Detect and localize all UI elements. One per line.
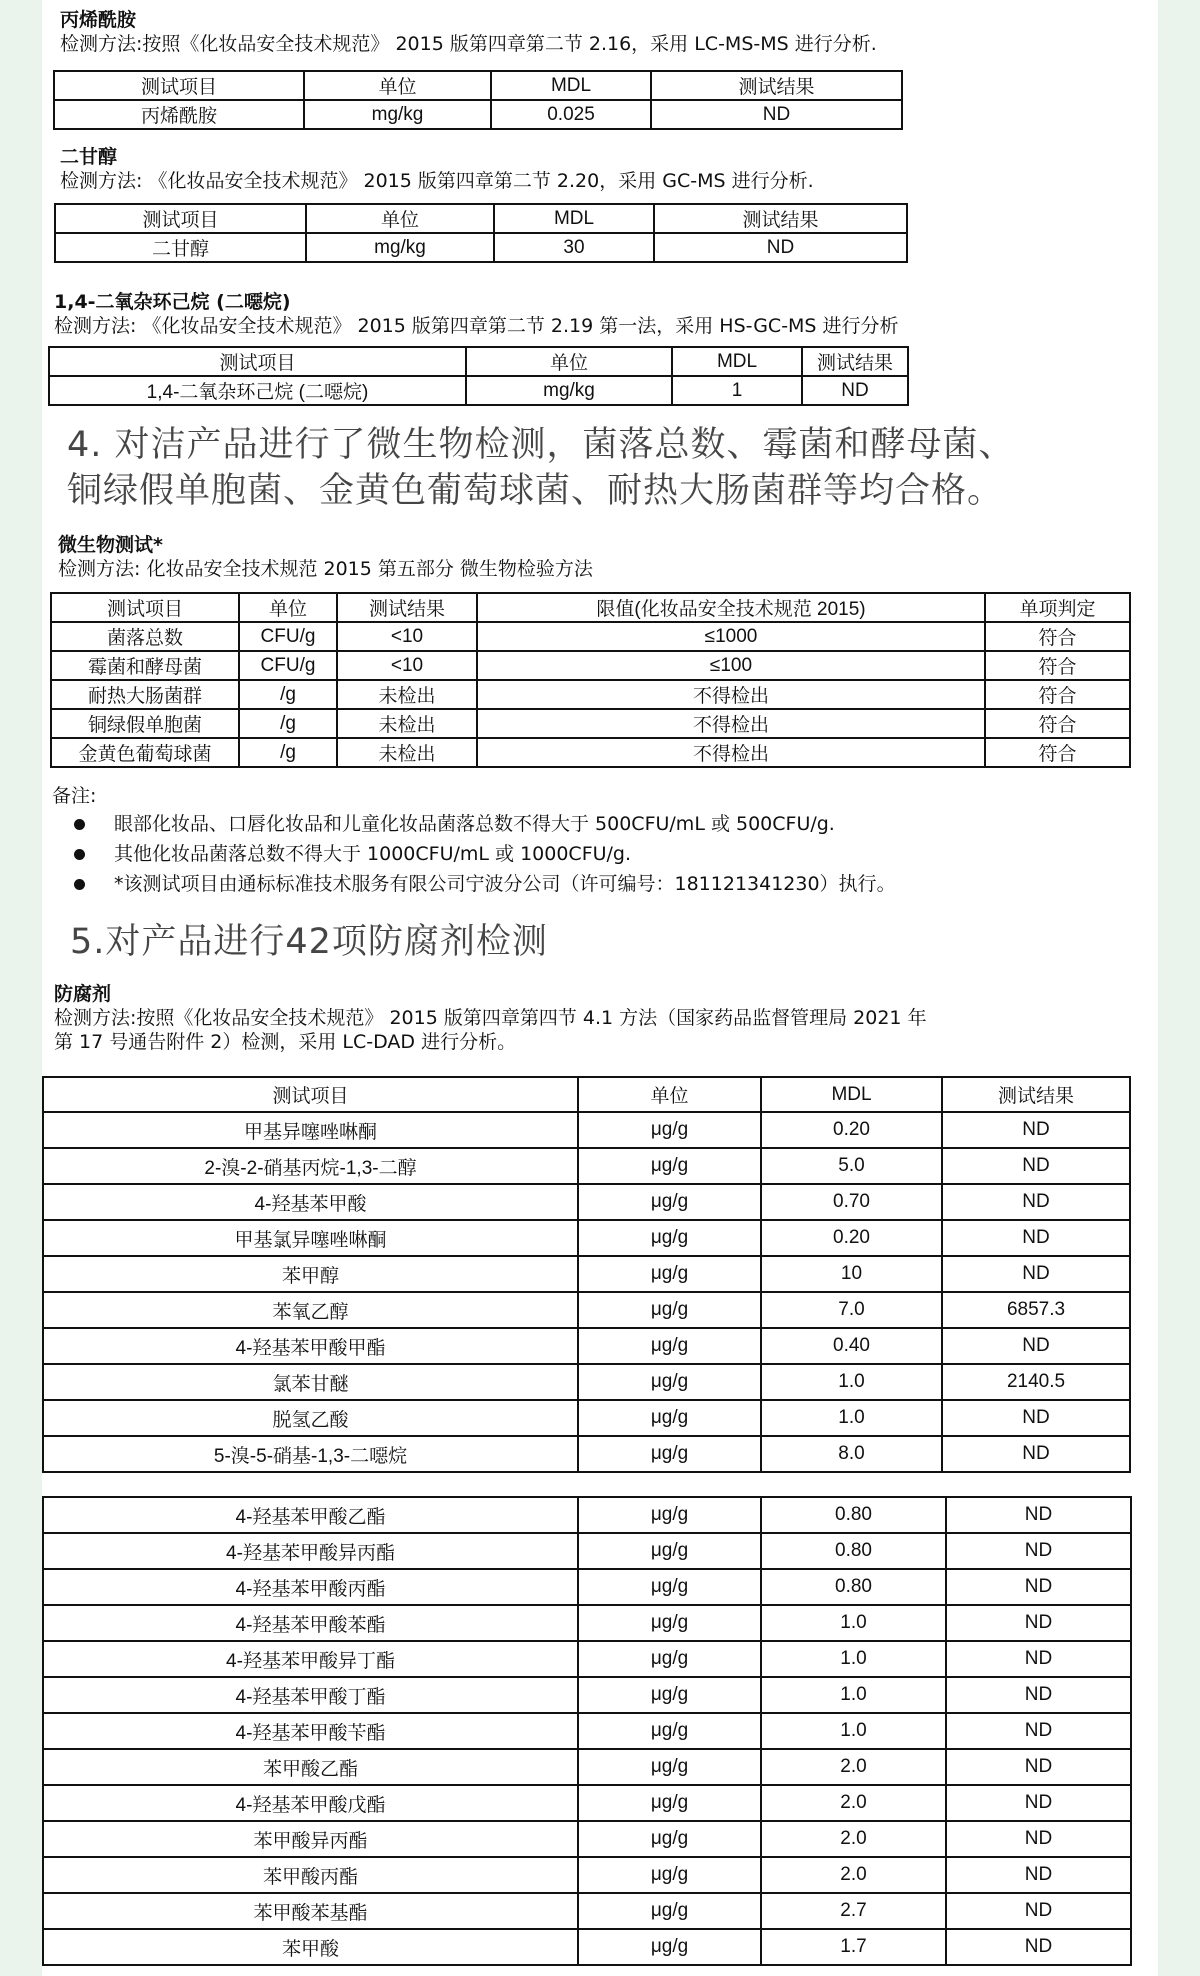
table-row [54,100,902,129]
cell-item: 金黄色葡萄球菌 [51,738,239,767]
table-row [55,233,907,262]
cell-unit: μg/g [578,1641,761,1677]
cell-unit: μg/g [578,1857,761,1893]
notes [52,783,1152,899]
table-header-row [51,593,1130,622]
table-row [43,1292,1130,1328]
acrylamide-table [53,70,903,130]
table-row [49,376,908,405]
cell-result: ND [942,1256,1130,1292]
section-acrylamide [42,8,1158,56]
cell-mdl: 0.70 [761,1184,942,1220]
cell-mdl: 5.0 [761,1148,942,1184]
cell-unit: μg/g [578,1364,761,1400]
cell-mdl: 2.0 [761,1821,946,1857]
table-row [43,1112,1130,1148]
preservatives-table-1 [42,1076,1131,1473]
cell-result: ND [946,1677,1131,1713]
cell-item: 4-羟基苯甲酸戊酯 [43,1785,578,1821]
cell-item: 甲基异噻唑啉酮 [43,1112,578,1148]
table-row [51,680,1130,709]
cell-unit: μg/g [578,1148,761,1184]
cell-unit: μg/g [578,1821,761,1857]
paragraph-line-1: 4. 对洁产品进行了微生物检测，菌落总数、霉菌和酵母菌、 [67,425,1015,465]
table-row [43,1785,1131,1821]
cell-item: 菌落总数 [51,622,239,651]
report-page [42,0,1158,1976]
cell-mdl: 0.025 [491,100,651,129]
header-result: 测试结果 [802,347,908,376]
cell-result: ND [942,1328,1130,1364]
bullet-icon [74,879,85,890]
header-unit: 单位 [306,204,494,233]
cell-mdl: 2.0 [761,1785,946,1821]
cell-limit: ≤1000 [477,622,985,651]
cell-unit: μg/g [578,1220,761,1256]
cell-item: 苯甲酸乙酯 [43,1749,578,1785]
summary-paragraph-microbial [67,422,1147,514]
cell-mdl: 1.7 [761,1929,946,1965]
cell-unit: μg/g [578,1256,761,1292]
method-text-line-1: 检测方法:按照《化妆品安全技术规范》 2015 版第四章第四节 4.1 方法（国家药品监督管理局 2021 年 [54,1007,927,1029]
summary-paragraph-preservatives: 5.对产品进行42项防腐剂检测 [70,922,548,962]
cell-item: 1,4-二氧杂环己烷 (二噁烷) [49,376,466,405]
cell-unit: μg/g [578,1713,761,1749]
cell-mdl: 1 [672,376,802,405]
cell-item: 丙烯酰胺 [54,100,304,129]
table-row [43,1256,1130,1292]
microbial-table [50,592,1131,768]
cell-limit: 不得检出 [477,738,985,767]
cell-unit: μg/g [578,1292,761,1328]
cell-mdl: 8.0 [761,1436,942,1472]
cell-mdl: 30 [494,233,654,262]
cell-mdl: 1.0 [761,1400,942,1436]
cell-unit: mg/kg [306,233,494,262]
cell-item: 苯甲酸苯基酯 [43,1893,578,1929]
table-row [43,1641,1131,1677]
header-result: 测试结果 [942,1077,1130,1112]
cell-unit: μg/g [578,1929,761,1965]
cell-result: ND [942,1148,1130,1184]
cell-result: ND [946,1605,1131,1641]
bullet-icon [74,849,85,860]
cell-mdl: 2.0 [761,1749,946,1785]
table-row [43,1857,1131,1893]
section-title: 丙烯酰胺 [60,9,137,31]
cell-judgement: 符合 [985,651,1130,680]
cell-mdl: 1.0 [761,1605,946,1641]
cell-item: 氯苯甘醚 [43,1364,578,1400]
cell-limit: ≤100 [477,651,985,680]
cell-item: 苯甲酸异丙酯 [43,1821,578,1857]
cell-result: ND [942,1220,1130,1256]
header-unit: 单位 [578,1077,761,1112]
cell-item: 二甘醇 [55,233,306,262]
cell-limit: 不得检出 [477,709,985,738]
section-diethylene-glycol [42,145,1158,193]
cell-result: ND [946,1893,1131,1929]
cell-item: 4-羟基苯甲酸异丁酯 [43,1641,578,1677]
cell-item: 4-羟基苯甲酸异丙酯 [43,1533,578,1569]
cell-item: 4-羟基苯甲酸乙酯 [43,1497,578,1533]
cell-result: ND [946,1749,1131,1785]
table-row [43,1821,1131,1857]
cell-mdl: 1.0 [761,1641,946,1677]
cell-item: 苯甲醇 [43,1256,578,1292]
header-mdl: MDL [491,71,651,100]
cell-item: 苯氧乙醇 [43,1292,578,1328]
cell-item: 4-羟基苯甲酸苯酯 [43,1605,578,1641]
header-limit: 限值(化妆品安全技术规范 2015) [477,593,985,622]
diethylene-glycol-table [54,203,908,263]
header-item: 测试项目 [49,347,466,376]
cell-result: ND [942,1184,1130,1220]
cell-item: 霉菌和酵母菌 [51,651,239,680]
cell-result: ND [946,1713,1131,1749]
table-row [43,1605,1131,1641]
cell-result: ND [942,1436,1130,1472]
cell-result: ND [654,233,907,262]
cell-result: <10 [337,622,477,651]
table-row [43,1929,1131,1965]
cell-result: <10 [337,651,477,680]
cell-item: 耐热大肠菌群 [51,680,239,709]
method-text: 检测方法: 《化妆品安全技术规范》 2015 版第四章第二节 2.19 第一法，采用 HS-GC-MS 进行分析 [54,315,899,337]
table-row [43,1569,1131,1605]
section-title: 二甘醇 [60,146,118,168]
table-row [43,1533,1131,1569]
table-header-row [49,347,908,376]
table-row [51,622,1130,651]
cell-item: 铜绿假单胞菌 [51,709,239,738]
table-header-row [54,71,902,100]
cell-result: 6857.3 [942,1292,1130,1328]
cell-mdl: 0.80 [761,1569,946,1605]
note-item [52,839,1152,869]
section-dioxane [42,290,1158,338]
cell-result: ND [946,1929,1131,1965]
cell-result: ND [946,1497,1131,1533]
cell-item: 4-羟基苯甲酸苄酯 [43,1713,578,1749]
table-header-row [55,204,907,233]
cell-unit: μg/g [578,1785,761,1821]
header-mdl: MDL [494,204,654,233]
cell-item: 苯甲酸 [43,1929,578,1965]
cell-result: ND [946,1533,1131,1569]
cell-item: 4-羟基苯甲酸 [43,1184,578,1220]
table-row [51,709,1130,738]
table-row [51,738,1130,767]
bullet-icon [74,819,85,830]
cell-mdl: 0.40 [761,1328,942,1364]
note-item [52,869,1152,899]
header-result: 测试结果 [651,71,902,100]
cell-unit: CFU/g [239,622,337,651]
cell-result: ND [651,100,902,129]
cell-unit: μg/g [578,1893,761,1929]
header-judgement: 单项判定 [985,593,1130,622]
header-item: 测试项目 [54,71,304,100]
notes-label: 备注: [52,785,97,807]
cell-mdl: 10 [761,1256,942,1292]
cell-result: ND [942,1400,1130,1436]
cell-unit: μg/g [578,1328,761,1364]
header-item: 测试项目 [55,204,306,233]
cell-mdl: 1.0 [761,1677,946,1713]
method-text: 检测方法: 化妆品安全技术规范 2015 第五部分 微生物检验方法 [58,558,593,580]
table-row [43,1713,1131,1749]
cell-unit: μg/g [578,1400,761,1436]
cell-item: 甲基氯异噻唑啉酮 [43,1220,578,1256]
cell-mdl: 1.0 [761,1364,942,1400]
cell-judgement: 符合 [985,622,1130,651]
method-text-line-2: 第 17 号通告附件 2）检测，采用 LC-DAD 进行分析。 [54,1031,517,1053]
table-row [43,1220,1130,1256]
header-result: 测试结果 [654,204,907,233]
cell-unit: /g [239,709,337,738]
cell-result: ND [946,1569,1131,1605]
cell-unit: CFU/g [239,651,337,680]
header-unit: 单位 [239,593,337,622]
cell-result: 未检出 [337,709,477,738]
header-mdl: MDL [761,1077,942,1112]
cell-unit: μg/g [578,1184,761,1220]
header-unit: 单位 [304,71,491,100]
cell-unit: /g [239,738,337,767]
cell-unit: μg/g [578,1436,761,1472]
table-row [43,1328,1130,1364]
cell-unit: μg/g [578,1112,761,1148]
table-row [43,1148,1130,1184]
cell-item: 5-溴-5-硝基-1,3-二噁烷 [43,1436,578,1472]
note-text: 眼部化妆品、口唇化妆品和儿童化妆品菌落总数不得大于 500CFU/mL 或 500CFU/g. [114,813,835,835]
cell-mdl: 2.7 [761,1893,946,1929]
cell-unit: /g [239,680,337,709]
cell-item: 脱氢乙酸 [43,1400,578,1436]
cell-item: 4-羟基苯甲酸丁酯 [43,1677,578,1713]
preservatives-table-2 [42,1496,1132,1966]
paragraph-line-2: 铜绿假单胞菌、金黄色葡萄球菌、耐热大肠菌群等均合格。 [67,471,1004,511]
cell-mdl: 2.0 [761,1857,946,1893]
dioxane-table [48,346,909,406]
cell-unit: μg/g [578,1497,761,1533]
cell-unit: μg/g [578,1569,761,1605]
cell-result: 2140.5 [942,1364,1130,1400]
section-preservatives [42,982,1158,1054]
cell-mdl: 0.20 [761,1220,942,1256]
table-row [43,1400,1130,1436]
cell-judgement: 符合 [985,709,1130,738]
cell-mdl: 0.80 [761,1533,946,1569]
cell-unit: μg/g [578,1533,761,1569]
table-row [43,1436,1130,1472]
cell-result: ND [946,1821,1131,1857]
cell-judgement: 符合 [985,738,1130,767]
cell-result: ND [942,1112,1130,1148]
table-row [43,1893,1131,1929]
cell-mdl: 0.80 [761,1497,946,1533]
cell-result: 未检出 [337,680,477,709]
section-title: 防腐剂 [54,983,112,1005]
table-row [43,1497,1131,1533]
header-item: 测试项目 [43,1077,578,1112]
cell-unit: μg/g [578,1749,761,1785]
note-text: 其他化妆品菌落总数不得大于 1000CFU/mL 或 1000CFU/g. [114,843,632,865]
cell-unit: mg/kg [466,376,672,405]
header-result: 测试结果 [337,593,477,622]
cell-unit: μg/g [578,1605,761,1641]
cell-item: 4-羟基苯甲酸甲酯 [43,1328,578,1364]
cell-limit: 不得检出 [477,680,985,709]
table-row [43,1749,1131,1785]
section-title: 微生物测试* [58,534,163,556]
header-item: 测试项目 [51,593,239,622]
note-text: *该测试项目由通标标准技术服务有限公司宁波分公司（许可编号：181121341230）执行。 [114,873,896,895]
header-mdl: MDL [672,347,802,376]
table-row [43,1364,1130,1400]
cell-result: ND [946,1785,1131,1821]
method-text: 检测方法: 《化妆品安全技术规范》 2015 版第四章第二节 2.20，采用 GC-MS 进行分析. [60,170,814,192]
cell-result: ND [946,1641,1131,1677]
cell-mdl: 1.0 [761,1713,946,1749]
cell-unit: μg/g [578,1677,761,1713]
section-title: 1,4-二氧杂环己烷 (二噁烷) [54,291,291,313]
cell-item: 苯甲酸丙酯 [43,1857,578,1893]
note-item [52,809,1152,839]
cell-result: 未检出 [337,738,477,767]
cell-result: ND [802,376,908,405]
cell-judgement: 符合 [985,680,1130,709]
cell-mdl: 7.0 [761,1292,942,1328]
table-row [51,651,1130,680]
cell-mdl: 0.20 [761,1112,942,1148]
cell-item: 2-溴-2-硝基丙烷-1,3-二醇 [43,1148,578,1184]
method-text: 检测方法:按照《化妆品安全技术规范》 2015 版第四章第二节 2.16，采用 LC-MS-MS 进行分析. [60,33,877,55]
table-row [43,1184,1130,1220]
cell-item: 4-羟基苯甲酸丙酯 [43,1569,578,1605]
cell-result: ND [946,1857,1131,1893]
table-row [43,1677,1131,1713]
section-microbial [42,533,1158,581]
header-unit: 单位 [466,347,672,376]
cell-unit: mg/kg [304,100,491,129]
table-header-row [43,1077,1130,1112]
